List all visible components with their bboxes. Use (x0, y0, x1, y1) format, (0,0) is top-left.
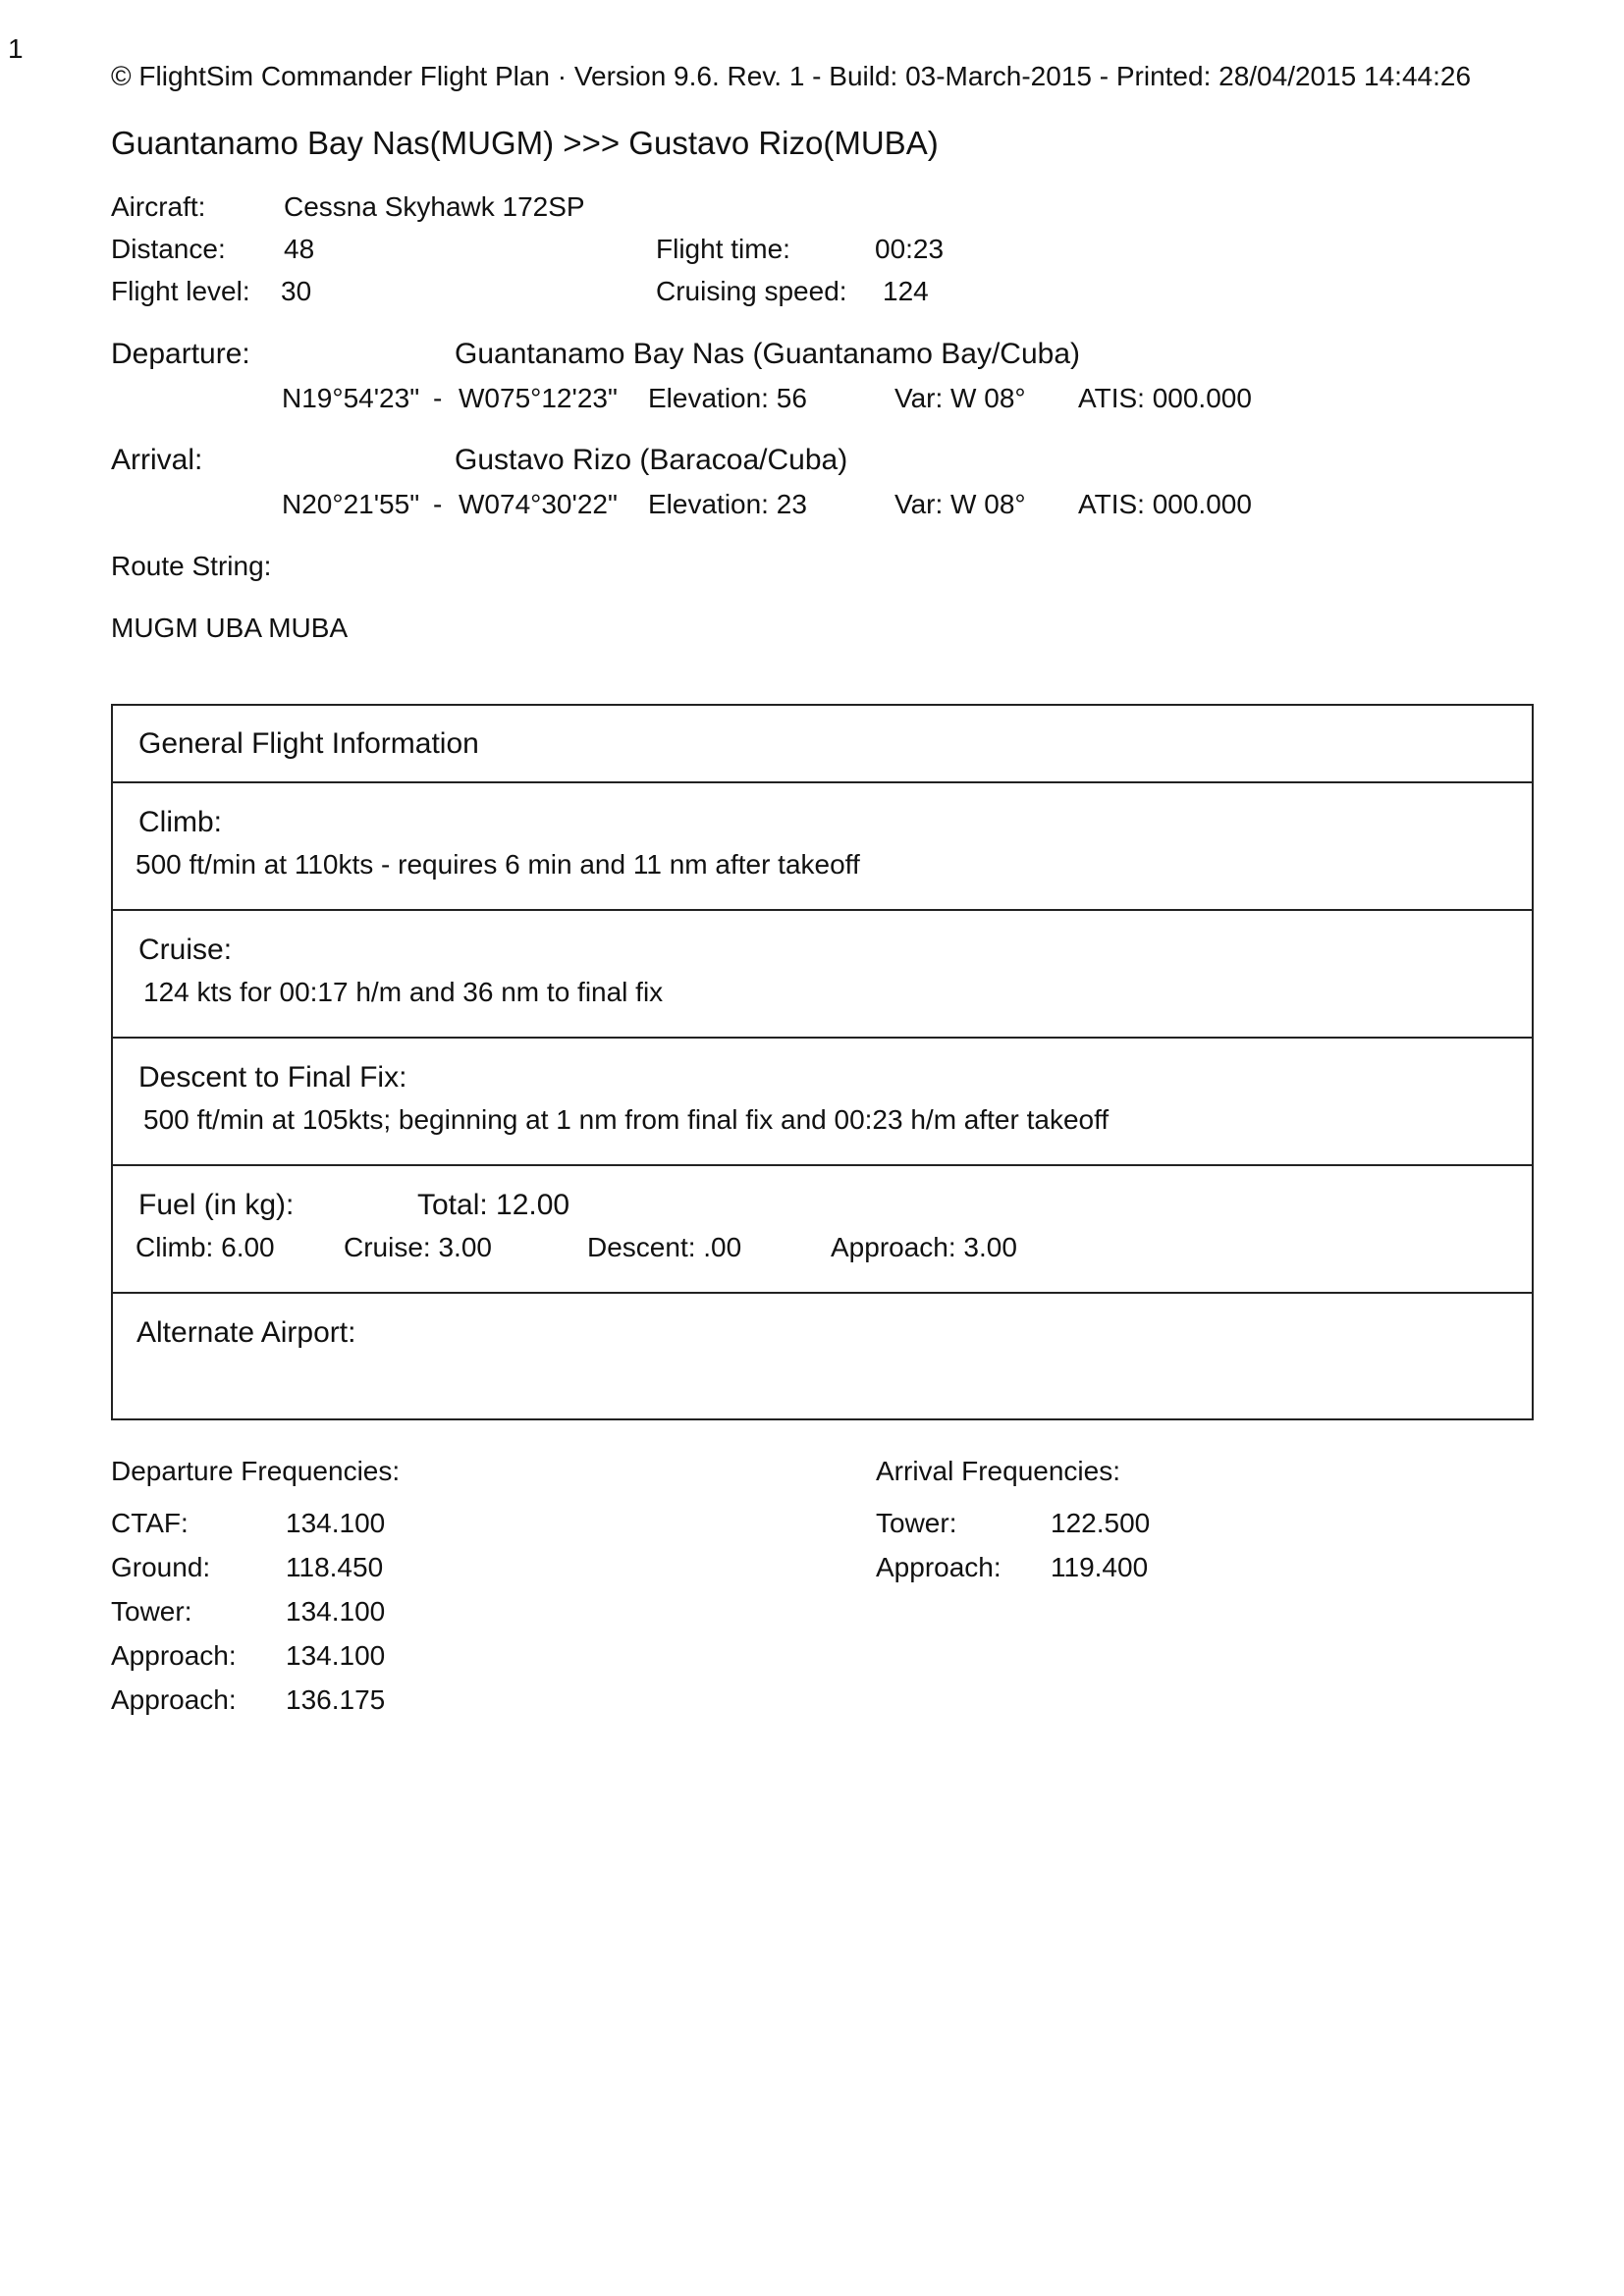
dep-freq-label: Approach: (111, 1684, 237, 1715)
dep-freq-value: 136.175 (286, 1684, 386, 1715)
arrival-separator: - (433, 489, 443, 519)
cruising-speed-value: 124 (883, 276, 929, 306)
dep-freq-value: 134.100 (286, 1640, 386, 1671)
climb-text: 500 ft/min at 110kts - requires 6 min and 11 nm after takeoff (135, 849, 860, 880)
page-number: 1 (8, 33, 24, 64)
distance-value: 48 (284, 234, 315, 264)
aircraft-value: Cessna Skyhawk 172SP (284, 191, 585, 222)
flight-level-value: 30 (281, 276, 312, 306)
departure-label: Departure: (111, 338, 250, 370)
section-divider (113, 1037, 1532, 1039)
dep-freq-value: 134.100 (286, 1508, 386, 1538)
cruising-speed-label: Cruising speed: (656, 276, 847, 306)
dep-freq-value: 134.100 (286, 1596, 386, 1627)
fuel-cruise: Cruise: 3.00 (344, 1232, 492, 1262)
flight-time-value: 00:23 (875, 234, 945, 264)
arrival-variation: Var: W 08° (894, 489, 1026, 519)
section-divider (113, 909, 1532, 911)
departure-longitude: W075°12'23" (459, 383, 618, 413)
general-flight-info-box (111, 704, 1534, 1420)
fuel-climb: Climb: 6.00 (135, 1232, 275, 1262)
section-divider (113, 1164, 1532, 1166)
arr-freq-value: 122.500 (1051, 1508, 1151, 1538)
arrival-airport-name: Gustavo Rizo (Baracoa/Cuba) (455, 444, 848, 476)
fuel-approach: Approach: 3.00 (831, 1232, 1017, 1262)
departure-frequencies-title: Departure Frequencies: (111, 1456, 401, 1486)
arrival-atis: ATIS: 000.000 (1078, 489, 1252, 519)
dep-freq-label: Ground: (111, 1552, 211, 1582)
dep-freq-label: Tower: (111, 1596, 192, 1627)
page-title: Guantanamo Bay Nas(MUGM) >>> Gustavo Rizo(MUBA) (111, 125, 939, 161)
flight-time-label: Flight time: (656, 234, 790, 264)
departure-airport-name: Guantanamo Bay Nas (Guantanamo Bay/Cuba) (455, 338, 1081, 370)
departure-elevation: Elevation: 56 (648, 383, 807, 413)
distance-label: Distance: (111, 234, 226, 264)
departure-atis: ATIS: 000.000 (1078, 383, 1252, 413)
fuel-total: Total: 12.00 (417, 1189, 570, 1221)
fuel-descent: Descent: .00 (587, 1232, 742, 1262)
arr-freq-value: 119.400 (1051, 1552, 1149, 1582)
descent-text: 500 ft/min at 105kts; beginning at 1 nm from final fix and 00:23 h/m after takeoff (143, 1104, 1110, 1135)
dep-freq-value: 118.450 (286, 1552, 384, 1582)
departure-separator: - (433, 383, 443, 413)
arrival-longitude: W074°30'22" (459, 489, 618, 519)
arrival-frequencies-title: Arrival Frequencies: (876, 1456, 1120, 1486)
general-info-title: General Flight Information (138, 727, 479, 760)
arrival-latitude: N20°21'55" (282, 489, 420, 519)
climb-label: Climb: (138, 806, 223, 838)
arr-freq-label: Approach: (876, 1552, 1001, 1582)
section-divider (113, 781, 1532, 783)
route-string-value: MUGM UBA MUBA (111, 613, 349, 643)
arrival-elevation: Elevation: 23 (648, 489, 807, 519)
section-divider (113, 1292, 1532, 1294)
flight-level-label: Flight level: (111, 276, 250, 306)
descent-label: Descent to Final Fix: (138, 1061, 407, 1094)
departure-variation: Var: W 08° (894, 383, 1026, 413)
aircraft-label: Aircraft: (111, 191, 206, 222)
route-string-label: Route String: (111, 551, 272, 581)
alternate-airport-label: Alternate Airport: (136, 1316, 356, 1349)
cruise-text: 124 kts for 00:17 h/m and 36 nm to final fix (143, 977, 664, 1007)
document-header: © FlightSim Commander Flight Plan · Version 9.6. Rev. 1 - Build: 03-March-2015 - Printed: 28/04/2015 14:44:26 (111, 61, 1472, 91)
dep-freq-label: CTAF: (111, 1508, 189, 1538)
departure-latitude: N19°54'23" (282, 383, 420, 413)
dep-freq-label: Approach: (111, 1640, 237, 1671)
cruise-label: Cruise: (138, 934, 233, 966)
arr-freq-label: Tower: (876, 1508, 957, 1538)
fuel-label: Fuel (in kg): (138, 1189, 295, 1221)
arrival-label: Arrival: (111, 444, 203, 476)
